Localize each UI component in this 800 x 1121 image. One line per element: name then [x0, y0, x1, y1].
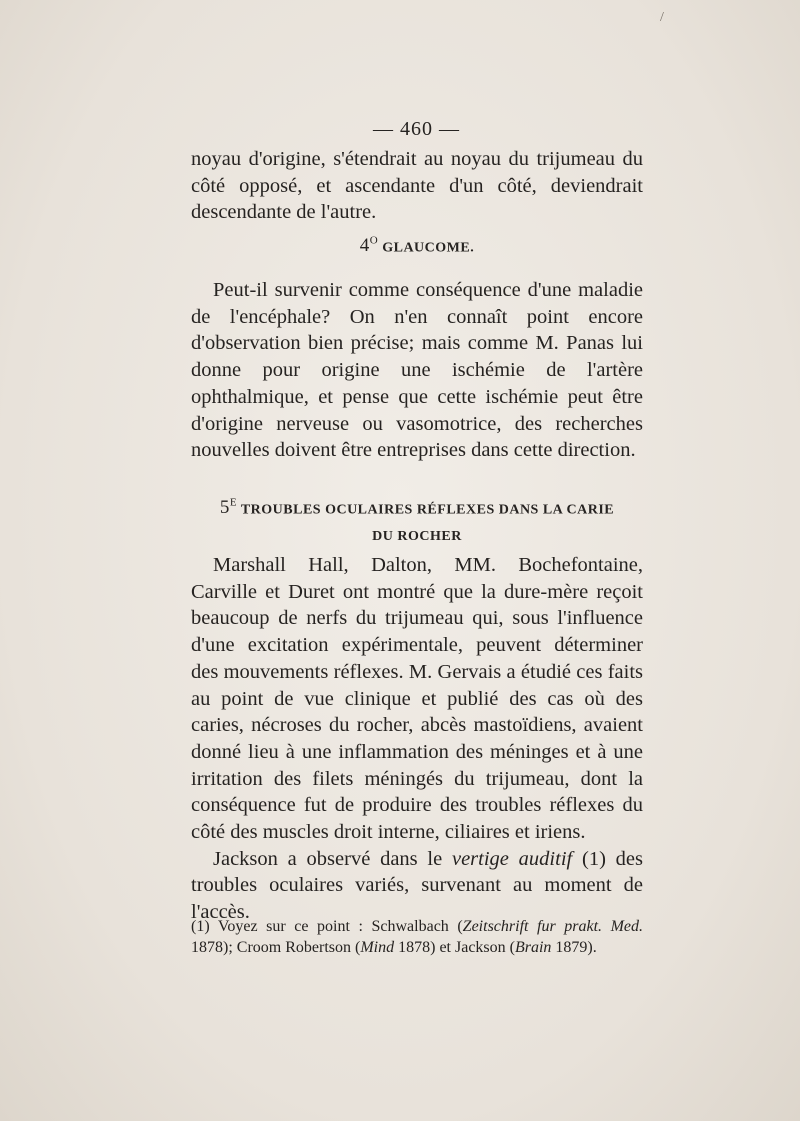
section-5-paragraph-2: Jackson a observé dans le vertige auditif (1) des troubles oculaires variés, survenant au moment de l'accès. [191, 847, 643, 924]
vertige-auditif-italic: vertige auditif [451, 847, 573, 870]
footnote: (1) Voyez sur ce point : Schwalbach (Zeitschrift fur prakt. Med. 1878); Croom Robertson (Mind 1878) et Jackson (Brain 1879). [191, 918, 643, 956]
section-5-paragraph-1: Marshall Hall, Dalton, MM. Bochefontaine, Carville et Duret ont montré que la dure-mère reçoit beaucoup de nerfs du trijumeau qui, sous l'influence d'une excitation expérimentale, peuvent déterminer des mouvements réflexes. M. Gervais a étudié ces faits au point de vue clinique et publié des cas où des caries, nécroses du rocher, abcès mastoïdiens, avaient donné lieu à une inflammation des méninges et à une irritation des filets méningés du trijumeau, dont la conséquence fut de produire des troubles réflexes du côté des muscles droit interne, ciliaires et iriens. [191, 554, 643, 844]
section-4-number: $4^O$ [359, 235, 379, 257]
section-4-paragraph: Peut-il survenir comme conséquence d'une maladie de l'encéphale? On n'en connaît point encore d'observation bien précise; mais comme M. Panas lui donne pour origine une ischémie de l'artère ophthalmique, et pense que cette ischémie peut être d'origine nerveuse ou vasomotrice, des recherches nouvelles doivent être entreprises dans cette direction. [191, 279, 643, 462]
continuation-block [191, 146, 643, 226]
section-5-title-line-2: DU ROCHER [372, 529, 462, 545]
section-5-block [191, 552, 643, 926]
page-number: — 460 — [373, 118, 460, 140]
corner-mark: / [660, 10, 664, 25]
section-4-heading [191, 235, 643, 257]
section-5-title-line-1: $5^E$ TROUBLES OCULAIRES RÉFLEXES DANS LA CARIE [219, 497, 615, 519]
section-5-number: $5^E$ [219, 497, 238, 519]
continuation-paragraph: noyau d'origine, s'étendrait au noyau du trijumeau du côté opposé, et ascendante d'un côté, deviendrait descendante de l'autre. [191, 148, 643, 224]
section-4-block [191, 277, 643, 464]
section-5-heading [191, 490, 643, 550]
section-4-title: GLAUCOME. [382, 240, 475, 256]
